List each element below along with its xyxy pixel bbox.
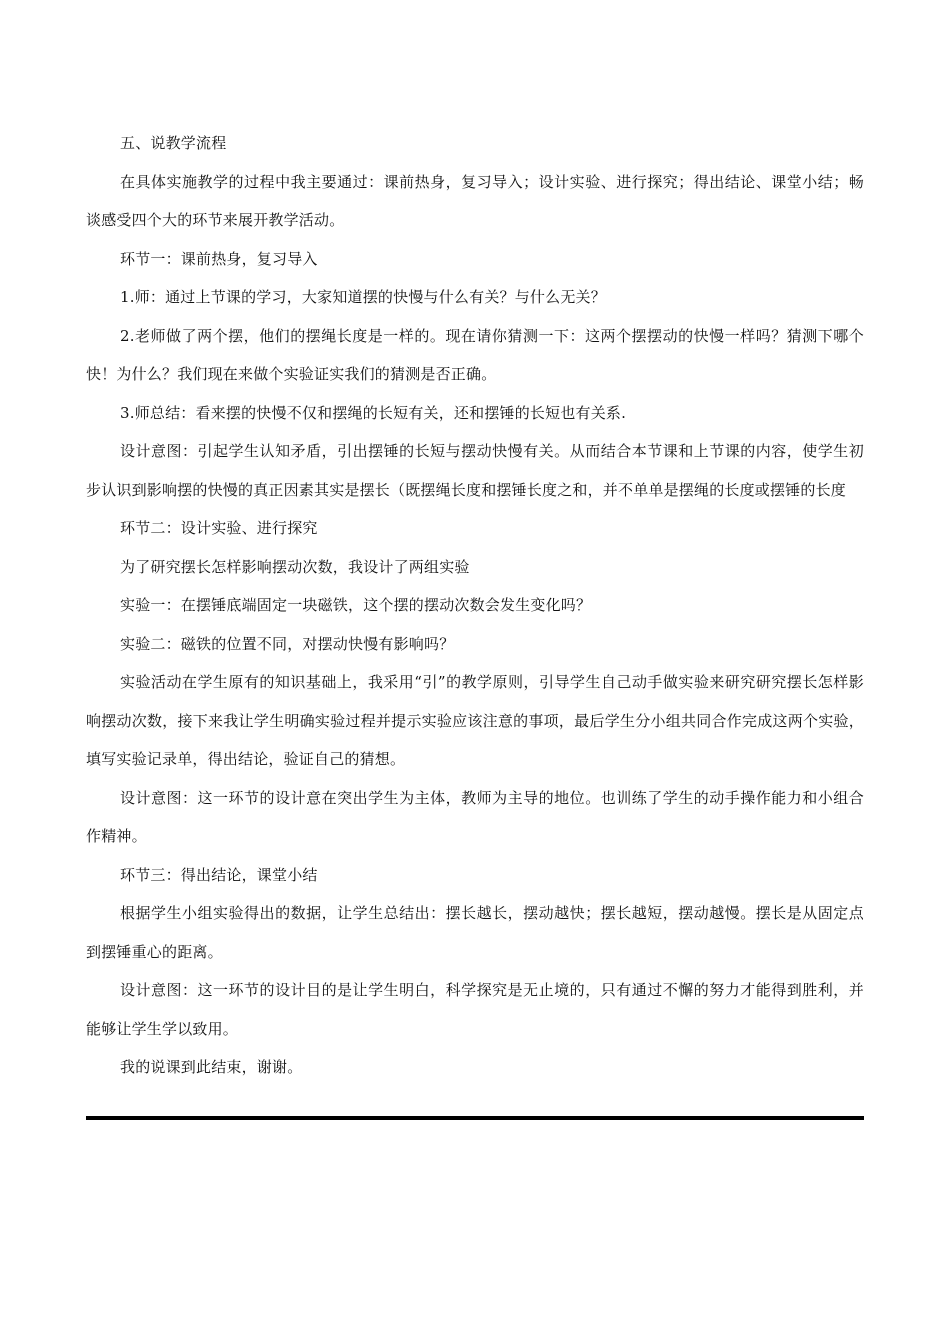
paragraph-conclusion: 根据学生小组实验得出的数据，让学生总结出：摆长越长，摆动越快；摆长越短，摆动越慢。摆长是从固定点到摆锤重心的距离。 [86,904,864,961]
step-two-heading: 环节二：设计实验、进行探究 [120,519,318,537]
paragraph-step-one-3: 3.师总结：看来摆的快慢不仅和摆绳的长短有关，还和摆锤的长短也有关系. [120,403,627,422]
closing-remark: 我的说课到此结束，谢谢。 [120,1058,303,1076]
step-three-heading: 环节三：得出结论，课堂小结 [120,865,318,884]
paragraph-activity: 实验活动在学生原有的知识基础上，我采用“引”的教学原则，引导学生自己动手做实验来研究研究摆长怎样影响摆动次数，接下来我让学生明确实验过程并提示实验应该注意的事项，最后学生分小组共同合作完成这两个实验，填写实验记录单，得出结论，验证自己的猜想。 [86,673,864,768]
design-intent-two: 设计意图：这一环节的设计意在突出学生为主体，教师为主导的地位。也训练了学生的动手操作能力和小组合作精神。 [86,788,864,845]
paragraph-step-two-intro: 为了研究摆长怎样影响摆动次数，我设计了两组实验 [120,557,470,576]
document-body [86,124,864,1087]
closing-divider [86,1116,864,1120]
section-heading: 五、说教学流程 [120,134,227,152]
paragraph-step-one-2: 2.老师做了两个摆，他们的摆绳长度是一样的。现在请你猜测一下：这两个摆摆动的快慢一样吗？猜测下哪个快！为什么？我们现在来做个实验证实我们的猜测是否正确。 [86,326,864,383]
experiment-one: 实验一：在摆锤底端固定一块磁铁，这个摆的摆动次数会发生变化吗？ [120,596,592,614]
step-one-heading: 环节一：课前热身，复习导入 [120,249,318,268]
experiment-two: 实验二：磁铁的位置不同，对摆动快慢有影响吗？ [120,634,455,653]
paragraph-intro: 在具体实施教学的过程中我主要通过：课前热身，复习导入；设计实验、进行探究；得出结论、课堂小结；畅谈感受四个大的环节来展开教学活动。 [86,172,864,229]
design-intent-three: 设计意图：这一环节的设计目的是让学生明白，科学探究是无止境的，只有通过不懈的努力才能得到胜利，并能够让学生学以致用。 [86,981,864,1038]
paragraph-step-one-1: 1.师：通过上节课的学习，大家知道摆的快慢与什么有关？与什么无关？ [120,288,606,306]
design-intent-one: 设计意图：引起学生认知矛盾，引出摆锤的长短与摆动快慢有关。从而结合本节课和上节课的内容，使学生初步认识到影响摆的快慢的真正因素其实是摆长（既摆绳长度和摆锤长度之和，并不单单是摆绳的长度或摆锤的长度 [86,442,864,499]
